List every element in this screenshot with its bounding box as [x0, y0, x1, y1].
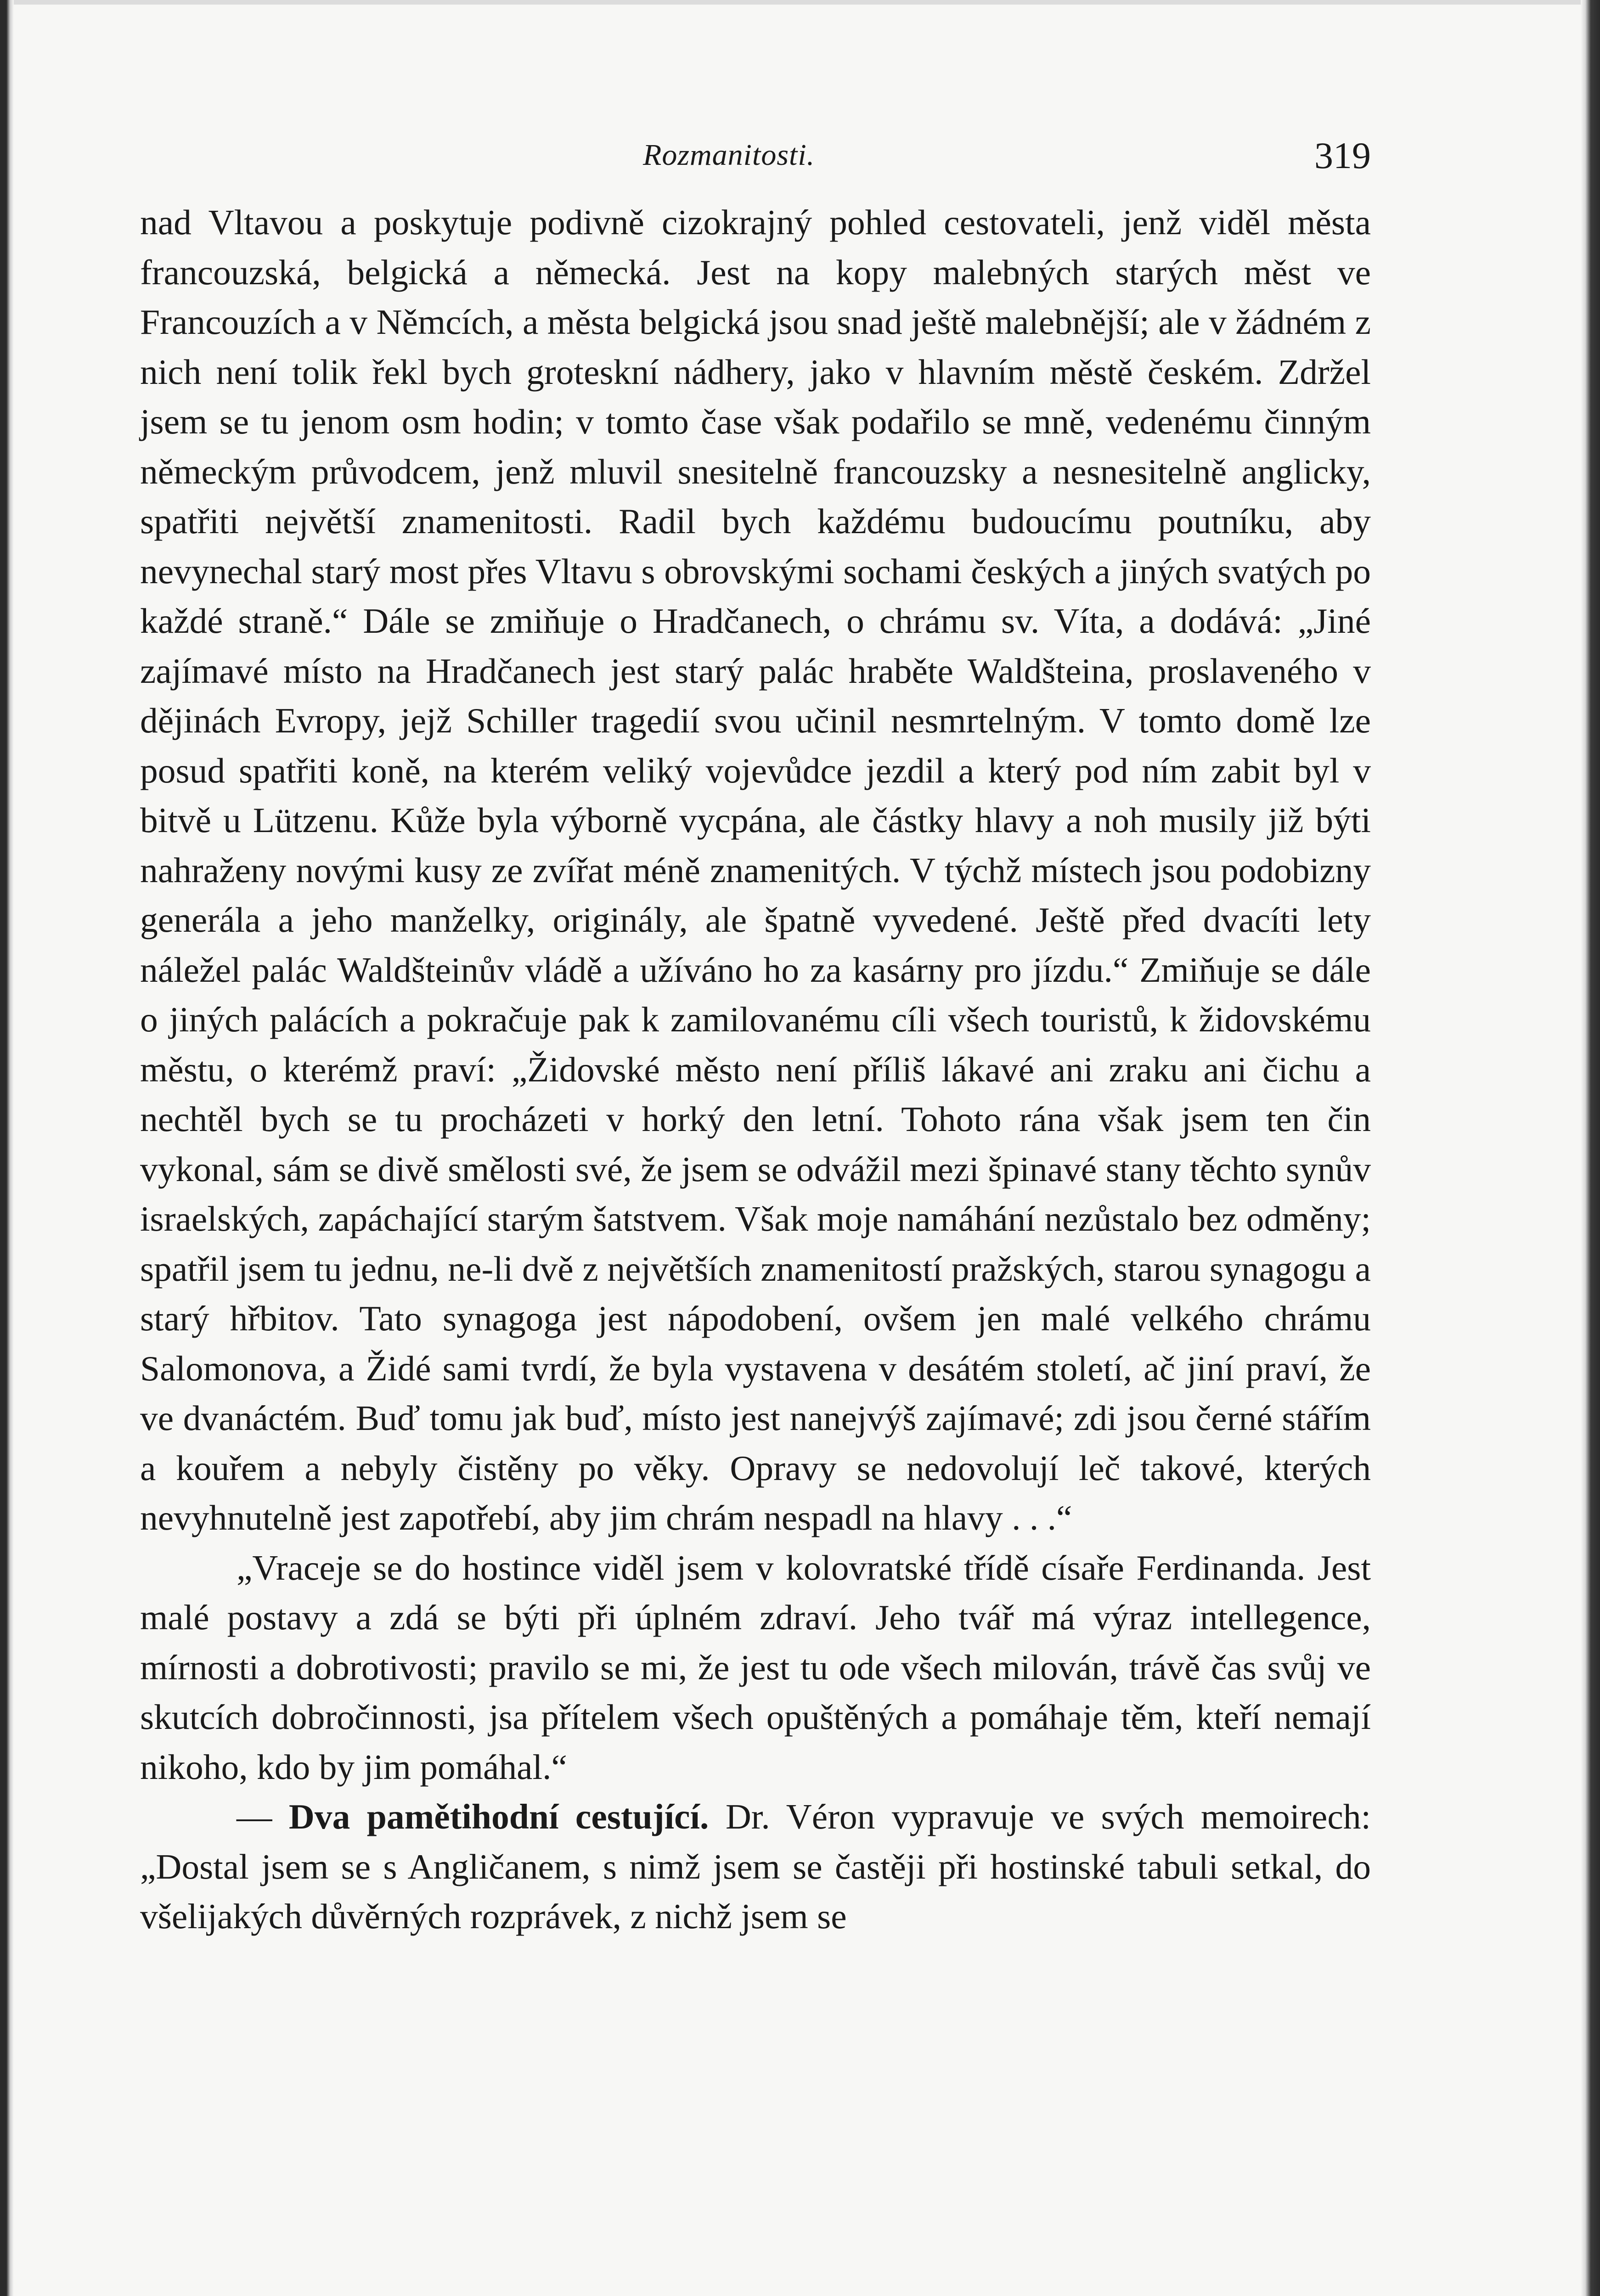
running-head: [140, 133, 1371, 197]
book-page: [140, 133, 1371, 1941]
body-text: [140, 197, 1371, 1941]
paragraph-continued: nad Vltavou a poskytuje podivně cizokrajný pohled cestovateli, jenž viděl města francouzská, belgická a německá. Jest na kopy malebných starých měst ve Francouzích a v Němcích, a města belgická jsou snad ještě malebnější; ale v žádném z nich není tolik řekl bych groteskní nádhery, jako v hlavním městě českém. Zdržel jsem se tu jenom osm hodin; v tomto čase však podařilo se mně, vedenému činným německým průvodcem, jenž mluvil snesitelně francouzsky a nesnesitelně anglicky, spatřiti největší znamenitosti. Radil bych každému budoucímu poutníku, aby nevynechal starý most přes Vltavu s obrovskými sochami českých a jiných svatých po každé straně.“ Dále se zmiňuje o Hradčanech, o chrámu sv. Víta, a dodává: „Jiné zajímavé místo na Hradčanech jest starý palác hraběte Waldšteina, proslaveného v dějinách Evropy, jejž Schiller tragedií svou učinil nesmrtelným. V tomto domě lze posud spatřiti koně, na kterém veliký vojevůdce jezdil a který pod ním zabit byl v bitvě u Lützenu. Kůže byla výborně vycpána, ale částky hlavy a noh musily již býti nahraženy novými kusy ze zvířat méně znamenitých. V týchž místech jsou podobizny generála a jeho manželky, originály, ale špatně vyvedené. Ještě před dvacíti lety náležel palác Waldšteinův vládě a užíváno ho za kasárny pro jízdu.“ Zmiňuje se dále o jiných palácích a pokračuje pak k zamilovanému cíli všech touristů, k židovskému městu, o kterémž praví: „Židovské město není příliš lákavé ani zraku ani čichu a nechtěl bych se tu procházeti v horký den letní. Tohoto rána však jsem ten čin vykonal, sám se divě smělosti své, že jsem se odvážil mezi špinavé stany těchto synův israelských, zapáchající starým šatstvem. Však moje namáhání nezůstalo bez odměny; spatřil jsem tu jednu, ne-li dvě z největších znamenitostí pražských, starou synagogu a starý hřbitov. Tato synagoga jest nápodobení, ovšem jen malé velkého chrámu Salomonova, a Židé sami tvrdí, že byla vystavena v desátém století, ač jiní praví, že ve dvanáctém. Buď tomu jak buď, místo jest nanejvýš zajímavé; zdi jsou černé stářím a kouřem a nebyly čistěny po věky. Opravy se nedovolují leč takové, kterých nevyhnutelně jest zapotřebí, aby jim chrám nespadl na hlavy . . .“: [140, 203, 1371, 1537]
section-dash: —: [237, 1797, 272, 1836]
section-paragraph: [140, 1792, 1371, 1941]
scan-right-edge: [1581, 0, 1600, 2296]
scan-top-edge: [0, 0, 1600, 5]
paragraph-ferdinand: „Vraceje se do hostince viděl jsem v kolovratské třídě císaře Ferdinanda. Jest malé postavy a zdá se býti při úplném zdraví. Jeho tvář má výraz intellegence, mírnosti a dobrotivosti; pravilo se mi, že jest tu ode všech milován, trávě čas svůj ve skutcích dobročinnosti, jsa přítelem všech opuštěných a pomáhaje těm, kteří nemají nikoho, kdo by jim pomáhal.“: [140, 1548, 1371, 1787]
section-title: Dva pamětihodní cestující.: [288, 1797, 709, 1836]
running-title: Rozmanitosti.: [643, 138, 815, 172]
section-text: Dr. Véron vypravuje ve svých memoirech: „Dostal jsem se s Angličanem, s nimž jsem se častěji při hostinské tabuli setkal, do všelijakých důvěrných rozprávek, z nichž jsem se: [140, 1797, 1371, 1936]
page-number: 319: [1314, 135, 1371, 176]
scan-left-edge: [0, 0, 14, 2296]
